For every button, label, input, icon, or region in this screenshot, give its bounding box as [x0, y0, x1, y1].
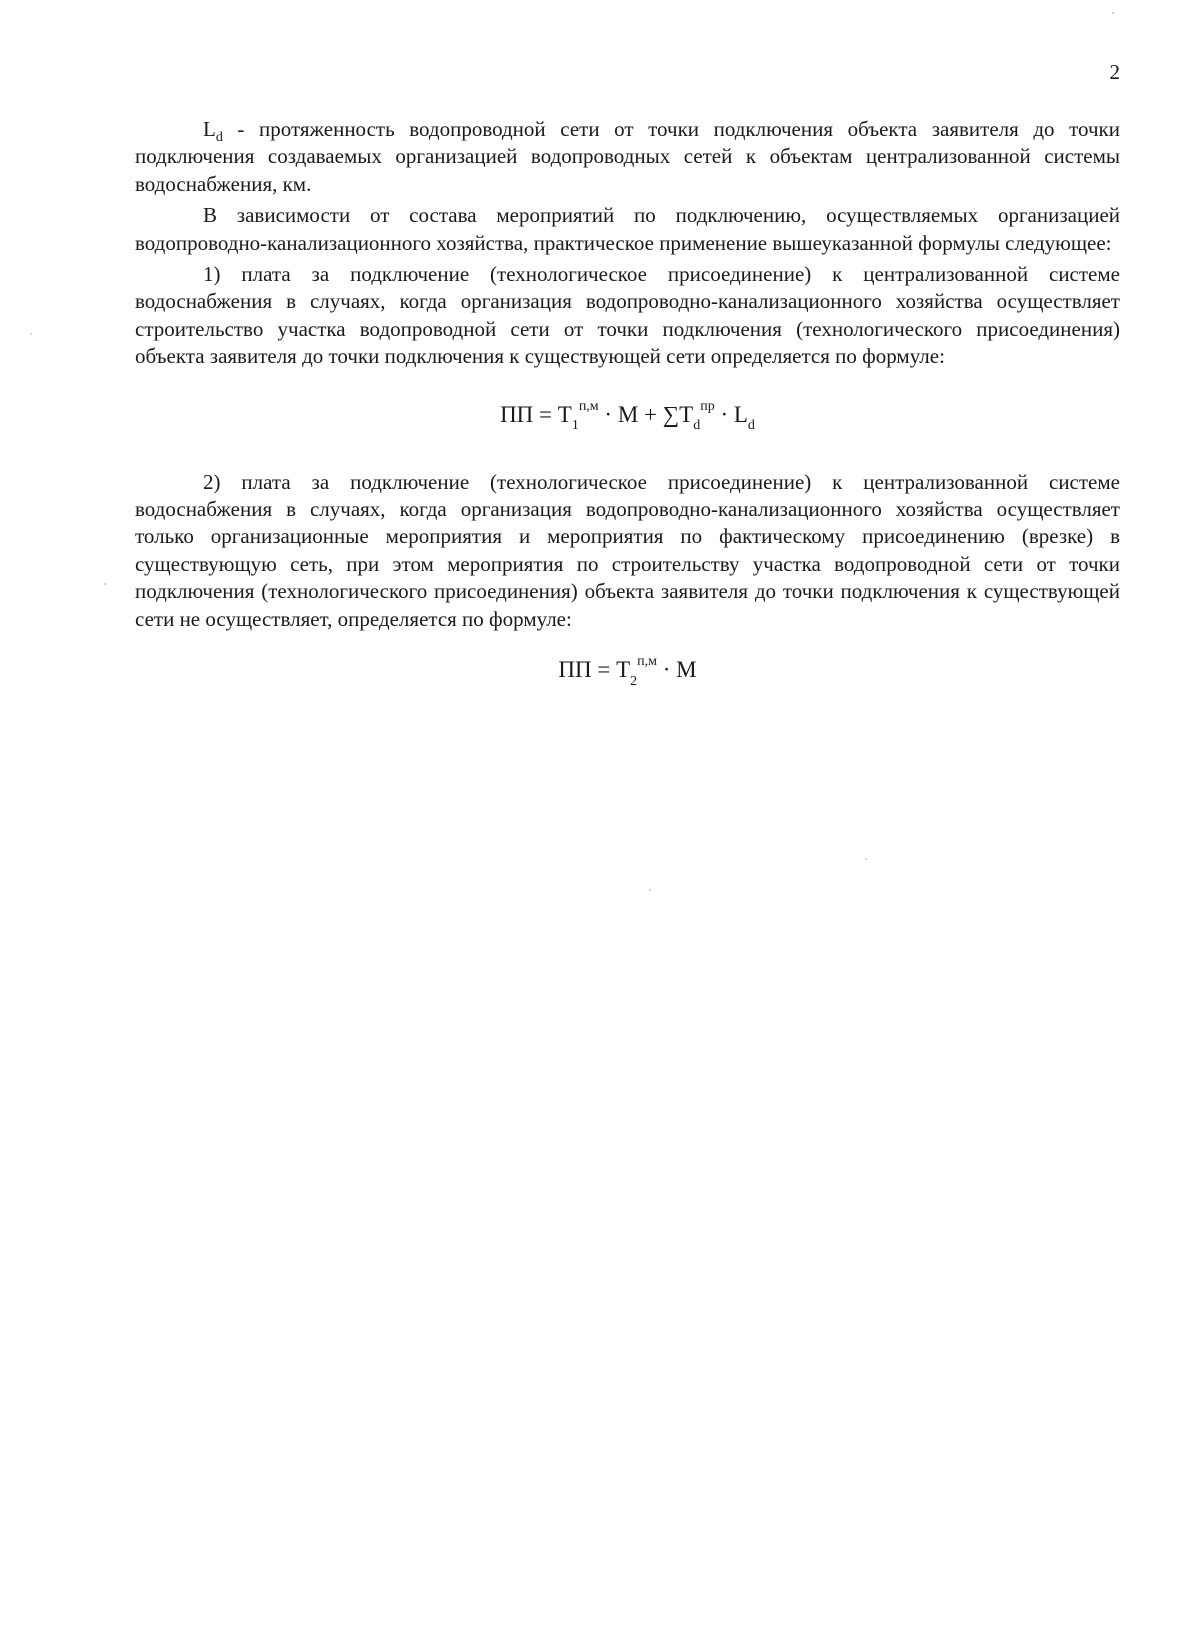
formula-2	[135, 654, 1120, 689]
formula-1-t-superscript: п,м	[578, 399, 599, 414]
page-number: 2	[1109, 60, 1120, 84]
scan-speck	[104, 583, 106, 585]
paragraph-application-intro: В зависимости от состава мероприятий по подключению, осуществляемых организацией водопроводно-канализационного хозяйства, практическое применение вышеуказанной формулы следующее:	[135, 203, 1120, 255]
ld-symbol-subscript: d	[215, 130, 223, 146]
paragraph-ld-definition	[135, 116, 1120, 198]
formula-1-td-superscript: пр	[700, 399, 715, 414]
formula-1-middle: · М + ∑Т	[598, 401, 694, 427]
document-body	[135, 116, 1120, 689]
formula-1-middle-2: · L	[714, 401, 748, 427]
scan-speck	[30, 333, 32, 335]
scan-speck	[1112, 12, 1114, 14]
formula-2-lhs: ПП = Т	[558, 657, 631, 683]
formula-2-t-superscript: п,м	[637, 654, 657, 670]
scan-speck	[649, 889, 651, 891]
formula-1-td-subscript: d	[693, 418, 701, 434]
ld-symbol-letter: L	[203, 117, 216, 141]
formula-2-t-subscript: 2	[630, 673, 638, 689]
formula-2-rest: · М	[656, 657, 697, 683]
paragraph-case-1: 1) плата за подключение (технологическое присоединение) к централизованной системе водоснабжения в случаях, когда организация водопроводно-канализационного хозяйства осуществляет строительство участка водопроводной сети от точки подключения (технологического присоединения) объекта заявителя до точки подключения к существующей сети определяется по формуле:	[135, 262, 1120, 369]
formula-1-t-subscript: 1	[571, 418, 579, 434]
ld-symbol	[203, 117, 223, 146]
formula-1-lhs: ПП = Т	[500, 401, 572, 427]
scan-speck	[865, 858, 867, 860]
paragraph-case-2: 2) плата за подключение (технологическое присоединение) к централизованной системе водоснабжения в случаях, когда организация водопроводно-канализационного хозяйства осуществляет только организационные мероприятия и мероприятия по фактическому присоединению (врезке) в существующую сеть, при этом мероприятия по строительству участка водопроводной сети от точки подключения (технологического присоединения) объекта заявителя до точки подключения к существующей сети не осуществляет, определяется по формуле:	[135, 469, 1120, 631]
formula-1-l-subscript: d	[747, 418, 755, 434]
formula-1	[135, 399, 1120, 434]
ld-definition-text: - протяженность водопроводной сети от точки подключения объекта заявителя до точки подключения создаваемых организацией водопроводных сетей к объектам централизованной системы водоснабжения, км.	[135, 117, 1120, 196]
